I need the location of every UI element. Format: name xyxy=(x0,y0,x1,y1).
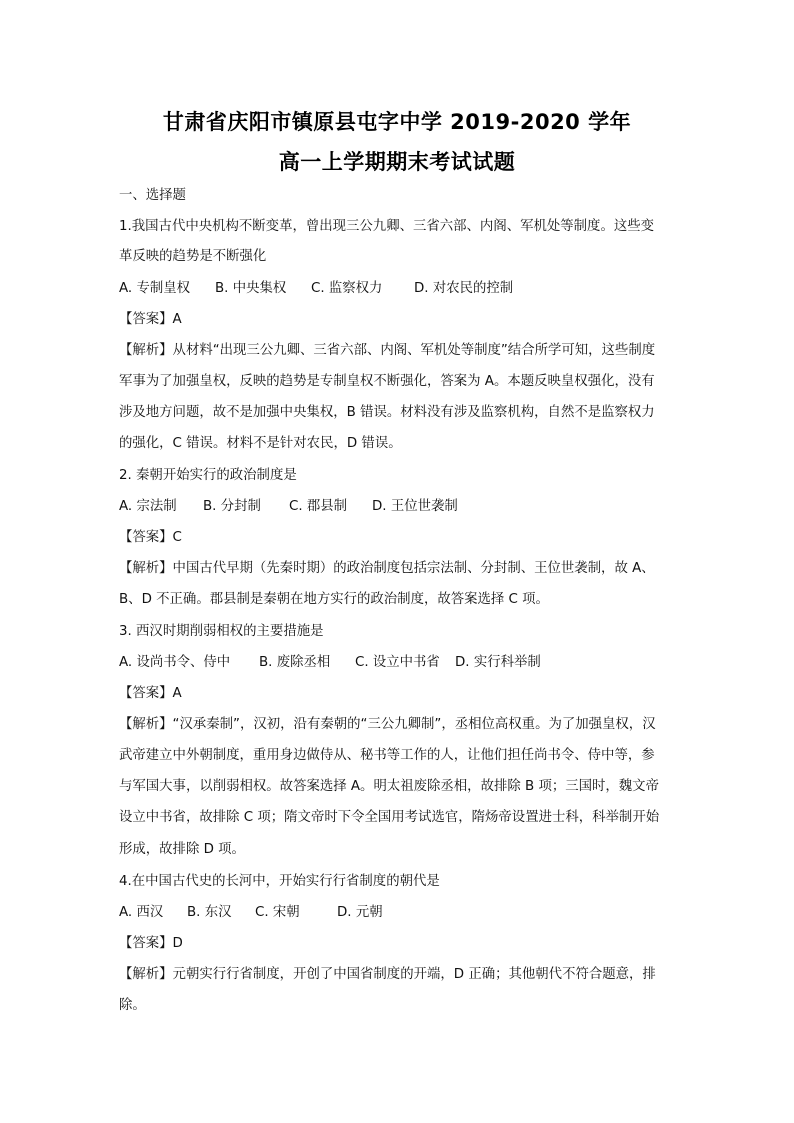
q3-option-c: C. 设立中书省 xyxy=(355,655,440,670)
q2-option-d: D. 王位世袭制 xyxy=(372,499,458,514)
q1-stem-line-1: 1.我国古代中央机构不断变革，曾出现三公九卿、三省六部、内阁、军机处等制度。这些变 xyxy=(119,219,655,234)
q1-stem-line-2: 革反映的趋势是不断强化 xyxy=(119,249,267,264)
q1-analysis-line-4: 的强化，C 错误。材料不是针对农民，D 错误。 xyxy=(119,436,402,451)
q4-option-d: D. 元朝 xyxy=(337,905,383,920)
q4-analysis-line-1: 【解析】元朝实行行省制度，开创了中国省制度的开端，D 正确；其他朝代不符合题意，排 xyxy=(119,967,656,982)
q2-option-b: B. 分封制 xyxy=(203,499,261,514)
q1-answer: 【答案】A xyxy=(119,312,182,327)
document-title-line-1: 甘肃省庆阳市镇原县屯字中学 2019-2020 学年 xyxy=(162,110,632,134)
q2-answer: 【答案】C xyxy=(119,530,182,545)
q3-stem: 3. 西汉时期削弱相权的主要措施是 xyxy=(119,624,324,639)
q3-option-d: D. 实行科举制 xyxy=(455,655,541,670)
q1-analysis-line-1: 【解析】从材料“出现三公九卿、三省六部、内阁、军机处等制度”结合所学可知，这些制度 xyxy=(119,343,656,358)
q4-stem: 4.在中国古代史的长河中，开始实行行省制度的朝代是 xyxy=(119,874,440,889)
q3-option-b: B. 废除丞相 xyxy=(259,655,331,670)
q3-option-a: A. 设尚书令、侍中 xyxy=(119,655,231,670)
q4-option-a: A. 西汉 xyxy=(119,905,164,920)
q1-option-d: D. 对农民的控制 xyxy=(414,281,514,296)
section-heading: 一、选择题 xyxy=(119,188,186,203)
q1-option-c: C. 监察权力 xyxy=(311,281,383,296)
q4-option-b: B. 东汉 xyxy=(187,905,232,920)
q2-analysis-line-2: B、D 不正确。郡县制是秦朝在地方实行的政治制度，故答案选择 C 项。 xyxy=(119,592,549,607)
q3-analysis-line-4: 设立中书省，故排除 C 项；隋文帝时下令全国用考试选官，隋炀帝设置进士科，科举制开始 xyxy=(119,810,660,825)
q3-analysis-line-1: 【解析】“汉承秦制”，汉初，沿有秦朝的“三公九卿制”，丞相位高权重。为了加强皇权，汉 xyxy=(119,717,656,732)
q1-option-a: A. 专制皇权 xyxy=(119,281,190,296)
q4-option-c: C. 宋朝 xyxy=(255,905,300,920)
q4-analysis-line-2: 除。 xyxy=(119,998,146,1013)
q3-analysis-line-3: 与军国大事，以削弱相权。故答案选择 A。明太祖废除丞相，故排除 B 项；三国时，魏文帝 xyxy=(119,779,659,794)
q2-analysis-line-1: 【解析】中国古代早期（先秦时期）的政治制度包括宗法制、分封制、王位世袭制，故 A、 xyxy=(119,561,655,576)
q1-analysis-line-3: 涉及地方问题，故不是加强中央集权，B 错误。材料没有涉及监察机构，自然不是监察权力 xyxy=(119,405,655,420)
q4-answer: 【答案】D xyxy=(119,936,183,951)
q3-analysis-line-2: 武帝建立中外朝制度，重用身边做侍从、秘书等工作的人，让他们担任尚书令、侍中等，参 xyxy=(119,748,655,763)
q2-stem: 2. 秦朝开始实行的政治制度是 xyxy=(119,468,297,483)
q3-answer: 【答案】A xyxy=(119,686,182,701)
q1-analysis-line-2: 军事为了加强皇权，反映的趋势是专制皇权不断强化，答案为 A。本题反映皇权强化，没有 xyxy=(119,374,655,389)
q2-option-c: C. 郡县制 xyxy=(289,499,348,514)
q2-option-a: A. 宗法制 xyxy=(119,499,177,514)
document-title-line-2: 高一上学期期末考试试题 xyxy=(278,150,516,174)
q3-analysis-line-5: 形成，故排除 D 项。 xyxy=(119,842,245,857)
q1-option-b: B. 中央集权 xyxy=(215,281,287,296)
